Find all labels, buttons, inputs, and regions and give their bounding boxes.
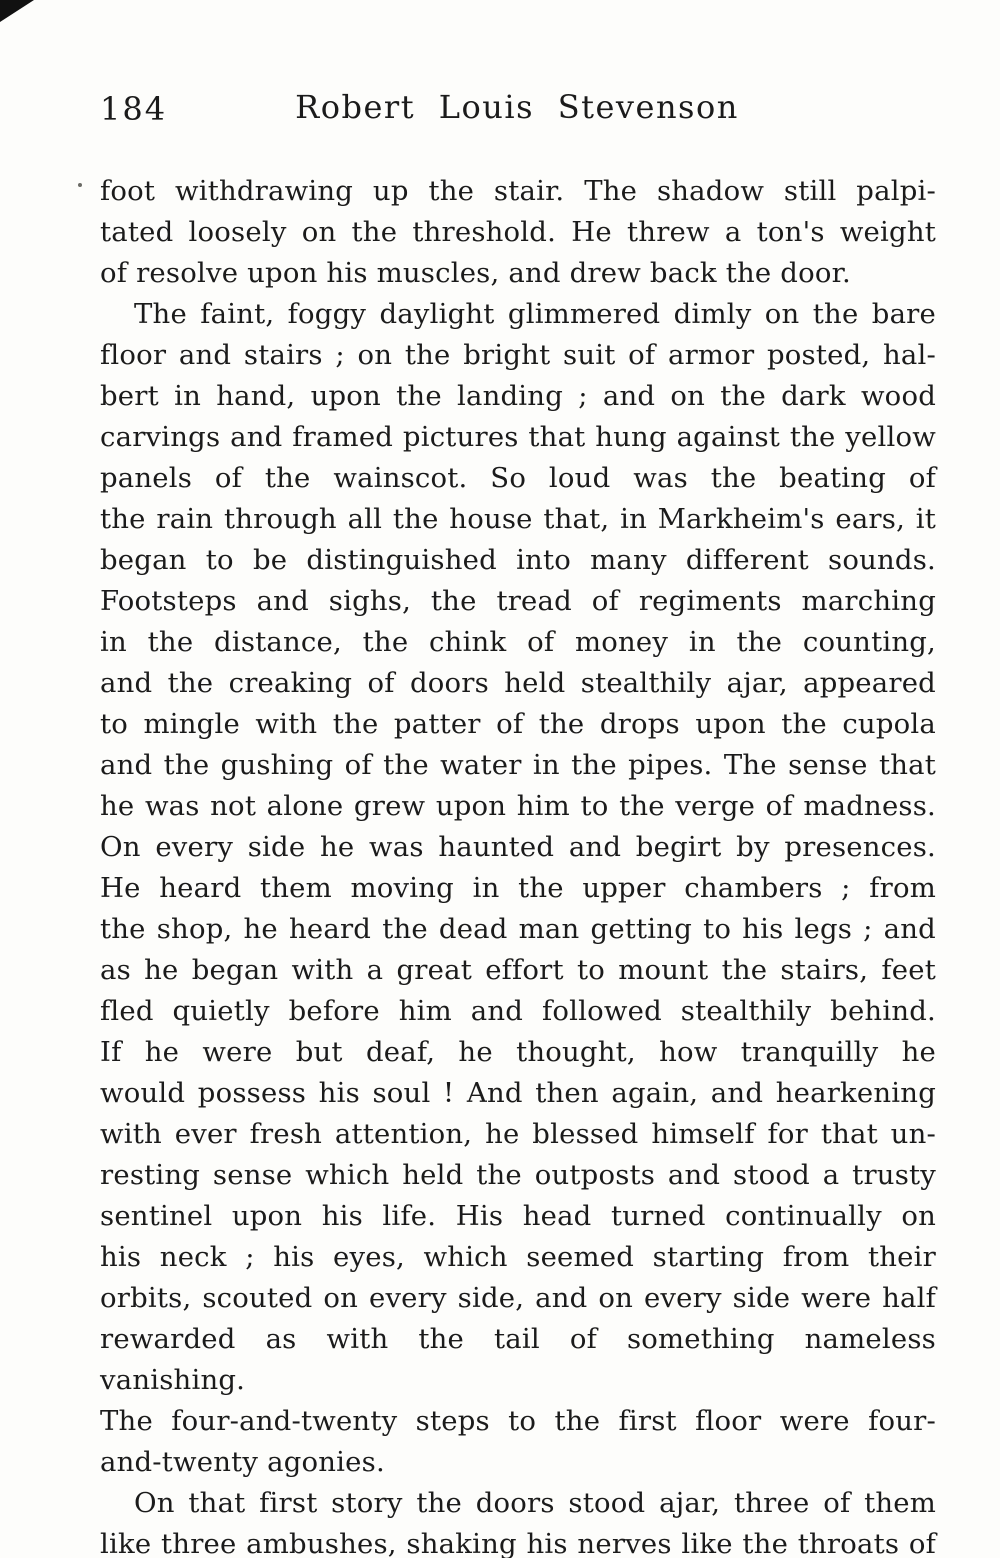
text-line: the shop, he heard the dead man getting to his legs ; and: [100, 913, 936, 945]
text-line: tated loosely on the threshold. He threw a ton's weight: [100, 216, 936, 248]
text-line: If he were but deaf, he thought, how tranquilly he: [100, 1036, 936, 1068]
text-line: resting sense which held the outposts and stood a trusty: [100, 1159, 936, 1191]
text-line: he was not alone grew upon him to the verge of madness.: [100, 790, 936, 822]
text-line: rewarded as with the tail of something nameless vanishing.: [100, 1323, 936, 1396]
text-line: panels of the wainscot. So loud was the beating of: [100, 462, 936, 494]
text-line: began to be distinguished into many different sounds.: [100, 544, 936, 576]
text-line: sentinel upon his life. His head turned continually on: [100, 1200, 936, 1232]
paragraph: [100, 1483, 936, 1558]
text-line: bert in hand, upon the landing ; and on the dark wood: [100, 380, 936, 412]
text-line: On that first story the doors stood ajar, three of them: [134, 1487, 936, 1519]
text-line: his neck ; his eyes, which seemed starting from their: [100, 1241, 936, 1273]
scan-speck-artifact: [78, 183, 82, 187]
text-line: orbits, scouted on every side, and on every side were half: [100, 1282, 936, 1314]
text-line: as he began with a great effort to mount the stairs, feet: [100, 954, 936, 986]
page-header: [100, 88, 934, 134]
text-line: in the distance, the chink of money in the counting,: [100, 626, 936, 658]
text-block: [100, 171, 936, 1558]
text-line: The faint, foggy daylight glimmered dimly on the bare: [134, 298, 936, 330]
text-line: floor and stairs ; on the bright suit of armor posted, hal-: [100, 339, 936, 371]
text-line: carvings and framed pictures that hung against the yellow: [100, 421, 936, 453]
text-line: to mingle with the patter of the drops upon the cupola: [100, 708, 936, 740]
text-line: On every side he was haunted and begirt by presences.: [100, 831, 936, 863]
paragraph: [100, 171, 936, 294]
text-line: foot withdrawing up the stair. The shadow still palpi-: [100, 175, 936, 207]
text-line: The four-and-twenty steps to the first floor were four-: [100, 1405, 936, 1437]
scan-corner-artifact: [0, 0, 34, 22]
text-line: would possess his soul ! And then again, and hearkening: [100, 1077, 936, 1109]
text-line: of resolve upon his muscles, and drew back the door.: [100, 257, 851, 289]
text-line: Footsteps and sighs, the tread of regiments marching: [100, 585, 936, 617]
text-line: and the creaking of doors held stealthily ajar, appeared: [100, 667, 936, 699]
text-line: He heard them moving in the upper chambers ; from: [100, 872, 936, 904]
text-line: with ever fresh attention, he blessed himself for that un-: [100, 1118, 936, 1150]
text-line: fled quietly before him and followed stealthily behind.: [100, 995, 936, 1027]
text-line: the rain through all the house that, in Markheim's ears, it: [100, 503, 936, 535]
text-line: and-twenty agonies.: [100, 1446, 385, 1478]
page-number: 184: [100, 90, 168, 128]
paragraph: [100, 294, 936, 1483]
text-line: and the gushing of the water in the pipes. The sense that: [100, 749, 936, 781]
running-title: Robert Louis Stevenson: [295, 88, 739, 126]
text-line: like three ambushes, shaking his nerves like the throats of: [100, 1528, 936, 1558]
